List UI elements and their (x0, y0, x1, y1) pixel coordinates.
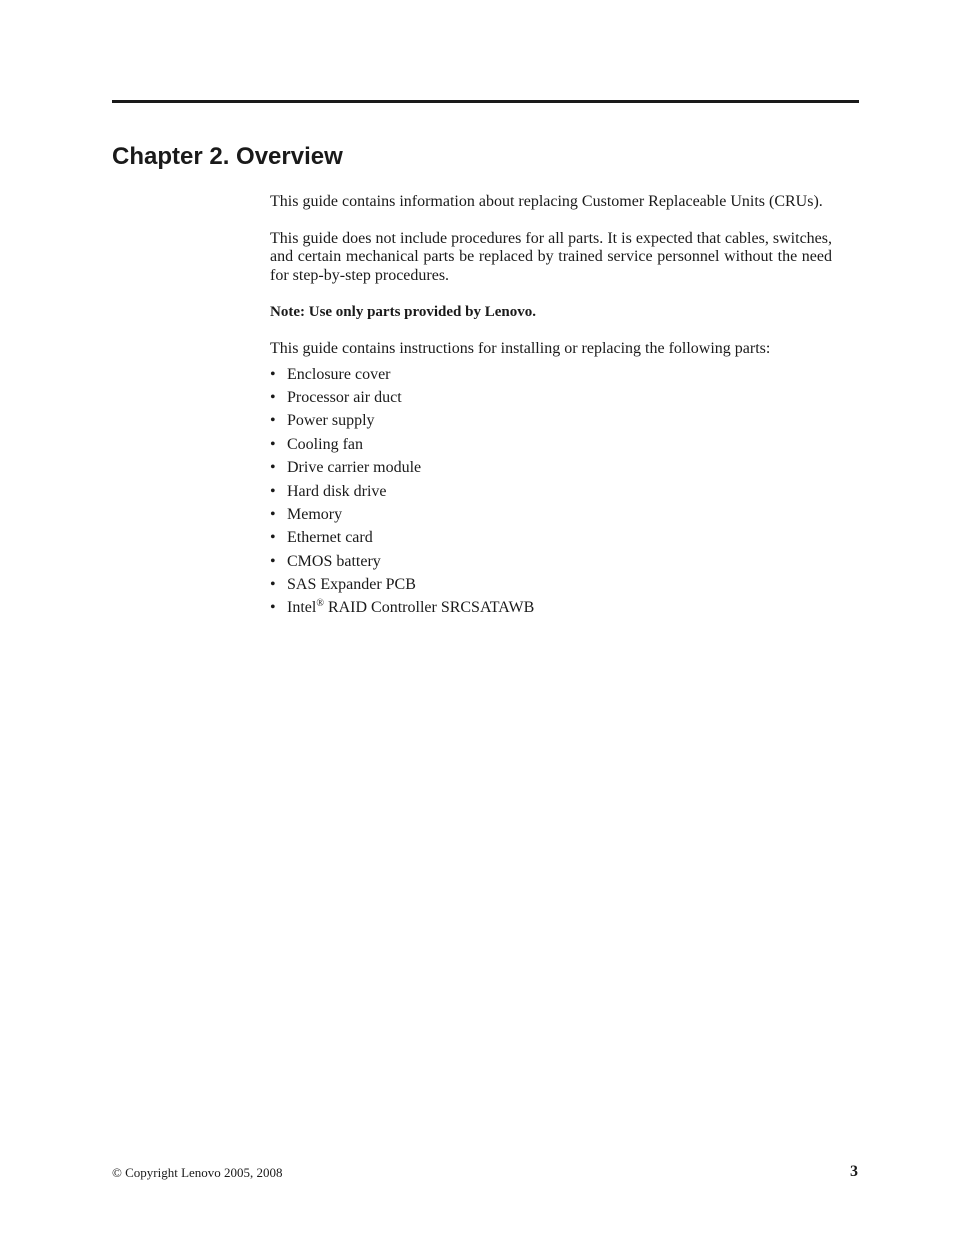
body-content (270, 193, 832, 620)
list-item-label: CMOS battery (287, 552, 381, 570)
list-item-label: Cooling fan (287, 435, 363, 453)
bullet-icon: • (270, 388, 276, 406)
bullet-icon: • (270, 576, 276, 594)
list-item (270, 550, 832, 573)
list-item-label: Enclosure cover (287, 365, 391, 383)
chapter-title: Chapter 2. Overview (112, 143, 343, 170)
list-item-label-prefix: Intel (287, 599, 317, 617)
copyright-notice: © Copyright Lenovo 2005, 2008 (112, 1165, 283, 1180)
scope-paragraph: This guide does not include procedures for all parts. It is expected that cables, switches, and certain mechanical parts be replaced by trained service personnel without the need for step-by-step procedures. (270, 229, 832, 284)
bullet-icon: • (270, 482, 276, 500)
list-item-label: Drive carrier module (287, 459, 422, 477)
list-item (270, 596, 832, 619)
chapter-top-rule (112, 100, 859, 103)
list-item-label-suffix: RAID Controller SRCSATAWB (323, 599, 535, 617)
intro-paragraph: This guide contains information about replacing Customer Replaceable Units (CRUs). (270, 193, 823, 210)
list-item-label: Ethernet card (287, 529, 373, 547)
list-item-label: Memory (287, 505, 343, 523)
registered-mark: ® (316, 598, 324, 610)
bullet-icon: • (270, 412, 276, 430)
list-item (270, 573, 832, 596)
bullet-icon: • (270, 505, 276, 523)
list-item (270, 386, 832, 409)
parts-list-intro: This guide contains instructions for installing or replacing the following parts: (270, 339, 771, 357)
list-item (270, 409, 832, 432)
bullet-icon: • (270, 459, 276, 477)
list-item-label: Power supply (287, 412, 375, 430)
list-item (270, 363, 832, 386)
list-item (270, 480, 832, 503)
bullet-icon: • (270, 552, 276, 570)
bullet-icon: • (270, 365, 276, 383)
bullet-icon: • (270, 529, 276, 547)
list-item (270, 503, 832, 526)
list-item (270, 526, 832, 549)
note-text: Note: Use only parts provided by Lenovo. (270, 304, 536, 321)
list-item-label: Hard disk drive (287, 482, 387, 500)
bullet-icon: • (270, 435, 276, 453)
parts-list (270, 363, 832, 620)
bullet-icon: • (270, 599, 276, 617)
list-item-label: SAS Expander PCB (287, 576, 416, 594)
list-item (270, 433, 832, 456)
page-number: 3 (850, 1163, 858, 1180)
list-item-label: Processor air duct (287, 388, 402, 406)
list-item (270, 456, 832, 479)
